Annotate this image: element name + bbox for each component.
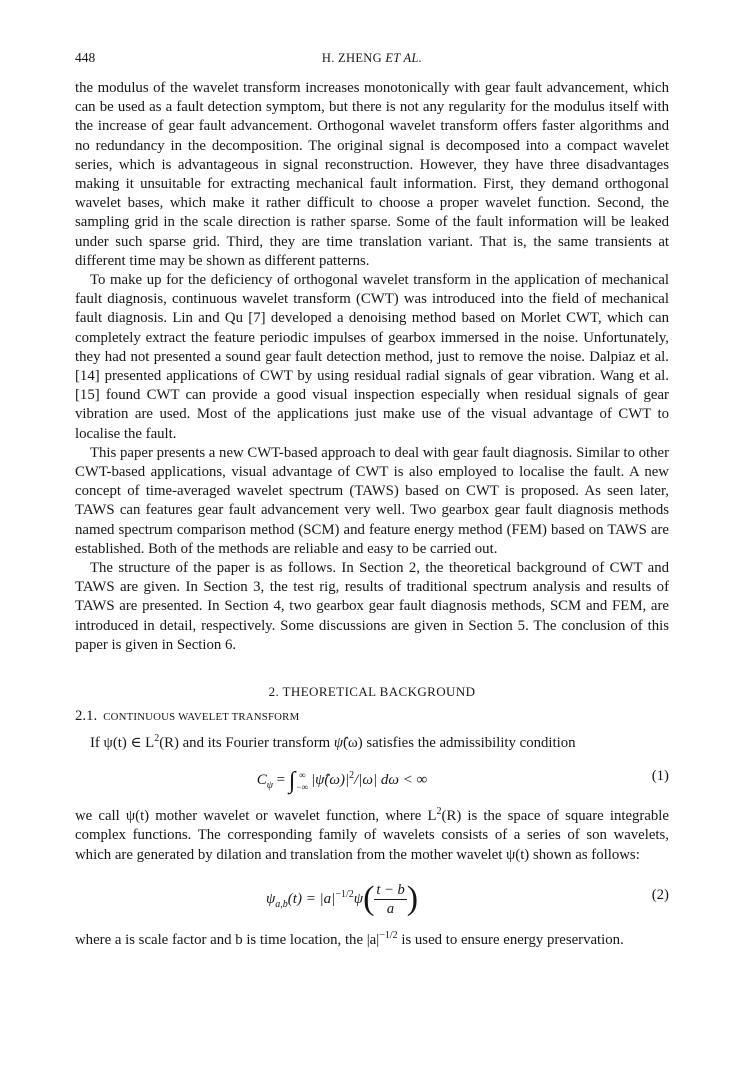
equation-2-body: $\psi_{a,b}(t) = |a|^{-1/2}\psi$( $\frac{t - b}{a}$ ) — [265, 879, 419, 917]
intro-text-a: If ψ(t) ∈ L — [90, 735, 155, 752]
intro-text-c: (ω) satisfies the admissibility condition — [343, 735, 576, 752]
subsection-number: 2.1. — [75, 708, 98, 725]
psi-hat-symbol: ψ̂ — [333, 735, 344, 752]
equation-2 — [75, 869, 669, 921]
running-header — [75, 49, 669, 67]
paragraph: The structure of the paper is as follows. In Section 2, the theoretical background of CWT and TAWS are given. In Section 3, the test rig, results of traditional spectrum analysis and results of TAWS are presented. In Section 4, two gearbox gear fault diagnosis methods, SCM and FEM, are introduced in detail, respectively. Some discussions are given in Section 5. The conclusion of this paper is given in Section 6. — [75, 560, 669, 653]
equation-1-body: $C_\psi$ = ∫ ∞ −∞ $|\psî(\omega)|^2/|\omega|$ dω < ∞ — [256, 768, 428, 795]
running-head-author: H. ZHENG — [321, 51, 382, 65]
section-heading: 2. THEORETICAL BACKGROUND — [268, 684, 476, 700]
paragraph: This paper presents a new CWT-based approach to deal with gear fault diagnosis. Similar to other CWT-based applications, visual advantage of CWT is also employed to localise the fault. A new concept of time-averaged wavelet spectrum (TAWS) based on CWT is proposed. As seen later, TAWS can features gear fault advancement very well. Two gearbox gear fault diagnosis methods named spectrum comparison method (SCM) and feature energy method (FEM) based on TAWS are established. Both of the methods are reliable and easy to be carried out. — [75, 444, 669, 557]
integral-limits: ∞ −∞ — [296, 769, 308, 792]
superscript: 2 — [154, 733, 160, 745]
body-text — [75, 79, 669, 950]
paragraph-after-eq2: where a is scale factor and b is time location, the $|a|^{-1/2}$ is used to ensure energy preservation. — [75, 929, 624, 948]
paragraph-intro — [75, 729, 669, 753]
fraction: $\frac{t - b}{a}$ — [376, 881, 405, 917]
equation-2-number: (2) — [651, 886, 669, 903]
equation-1 — [75, 756, 669, 796]
running-head-et-al: ET AL. — [385, 51, 423, 65]
paragraph: To make up for the deficiency of orthogonal wavelet transform in the application of mechanical fault diagnosis, continuous wavelet transform (CWT) was introduced into the field of mechanical fault diagnosis. Lin and Qu [7] developed a denoising method based on Morlet CWT, which can completely extract the feature periodic impulses of gearbox immersed in the noise. Unfortunately, they had not presented a sound gear fault detection method, just to remove the noise. Dalpiaz et al. [14] presented applications of CWT by using residual radial signals of gear vibration. Wang et al. [15] found CWT can provide a good visual inspection especially when residual signals of gear vibration are used. Most of the applications just make use of the visual advantage of CWT to localise the fault. — [75, 272, 669, 442]
subsection-title: CONTINUOUS WAVELET TRANSFORM — [103, 711, 300, 724]
running-head — [75, 49, 669, 67]
paragraph: the modulus of the wavelet transform increases monotonically with gear fault advancement, which can be used as a fault detection symptom, but there is not any regularity for the modulus itself with the increase of gear fault advancement. Orthogonal wavelet transform offers faster algorithms and no redundancy in the decomposition. The original signal is decomposed into a compact wavelet series, which is advantageous in signal reconstruction. However, they have three disadvantages making it unsuitable for extracting mechanical fault information. First, they demand orthogonal wavelet bases, which make it rather difficult to choose a proper wavelet function. Second, the sampling grid in the scale direction is rather sparse. Some of the fault information will be leaked under such sparse grid. Third, they are time translation variant. That is, the same transients at different time may be shown as different patterns. — [75, 80, 669, 269]
page-number: 448 — [75, 50, 96, 65]
paragraph-after-eq1: we call ψ(t) mother wavelet or wavelet function, where $L^2(R)$ is the space of square integrable complex functions. The corresponding family of wavelets consists of a series of son wavelets, which are generated by dilation and translation from the mother wavelet ψ(t) shown as follows: — [75, 806, 669, 863]
integral-sign: ∫ — [288, 768, 296, 795]
subsection-heading — [75, 707, 669, 727]
equation-1-number: (1) — [651, 768, 669, 785]
intro-text-b: (R) and its Fourier transform — [159, 735, 334, 752]
